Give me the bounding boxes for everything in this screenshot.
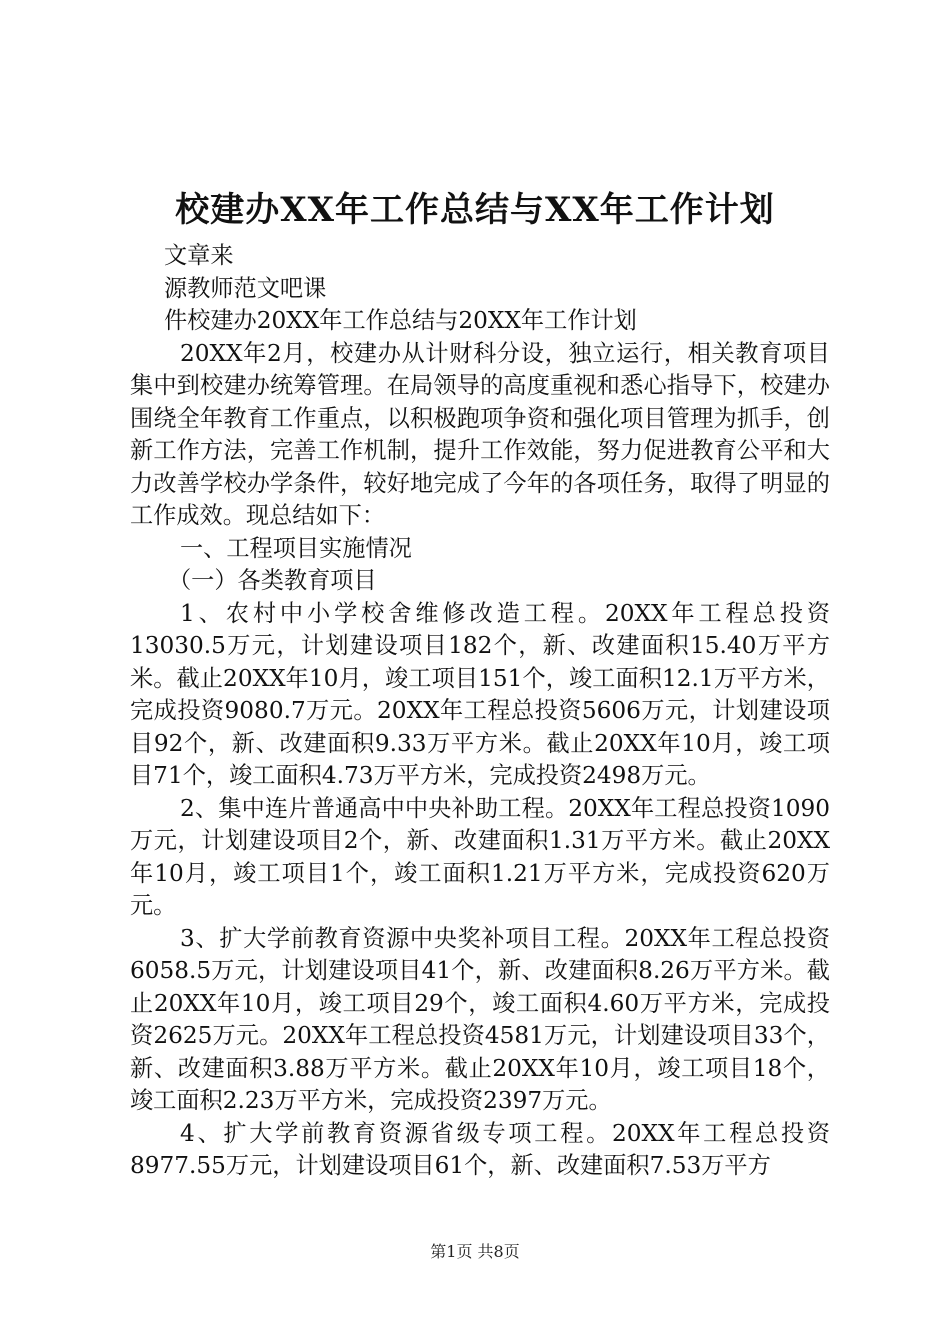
paragraph: 源教师范文吧课 [164, 274, 327, 302]
page-footer: 第1页 共8页 [430, 1242, 520, 1261]
paragraph: 件校建办20XX年工作总结与20XX年工作计划 [164, 307, 637, 334]
paragraph: （一）各类教育项目 [168, 567, 377, 594]
paragraph: 文章来 [164, 242, 234, 269]
paragraph: 4、扩大学前教育资源省级专项工程。20XX年工程总投资8977.55万元，计划建设项目61个，新、改建面积7.53万平方 [130, 1119, 830, 1179]
paragraph: 一、工程项目实施情况 [180, 534, 412, 562]
paragraph: 1、农村中小学校舍维修改造工程。20XX年工程总投资13030.5万元，计划建设项目182个，新、改建面积15.40万平方米。截止20XX年10月，竣工项目151个，竣工面积12.1万平方米，完成投资9080.7万元。20XX年工程总投资5606万元，计划建设项目92个，新、改建面积9.33万平方米。截止20XX年10月，竣工项目71个，竣工面积4.73万平方米，完成投资2498万元。 [130, 599, 830, 789]
paragraph: 3、扩大学前教育资源中央奖补项目工程。20XX年工程总投资6058.5万元，计划建设项目41个，新、改建面积8.26万平方米。截止20XX年10月，竣工项目29个，竣工面积4.60万平方米，完成投资2625万元。20XX年工程总投资4581万元，计划建设项目33个，新、改建面积3.88万平方米。截止20XX年10月，竣工项目18个，竣工面积2.23万平方米，完成投资2397万元。 [130, 924, 830, 1114]
document-title: 校建办XX年工作总结与XX年工作计划 [175, 190, 775, 230]
paragraph: 20XX年2月，校建办从计财科分设，独立运行，相关教育项目集中到校建办统筹管理。在局领导的高度重视和悉心指导下，校建办围绕全年教育工作重点，以积极跑项争资和强化项目管理为抓手，创新工作方法，完善工作机制，提升工作效能，努力促进教育公平和大力改善学校办学条件，较好地完成了今年的各项任务，取得了明显的工作成效。现总结如下： [130, 339, 830, 529]
document-body [130, 240, 830, 1183]
paragraph: 2、集中连片普通高中中央补助工程。20XX年工程总投资1090万元，计划建设项目2个，新、改建面积1.31万平方米。截止20XX年10月，竣工项目1个，竣工面积1.21万平方米，完成投资620万元。 [130, 794, 830, 919]
